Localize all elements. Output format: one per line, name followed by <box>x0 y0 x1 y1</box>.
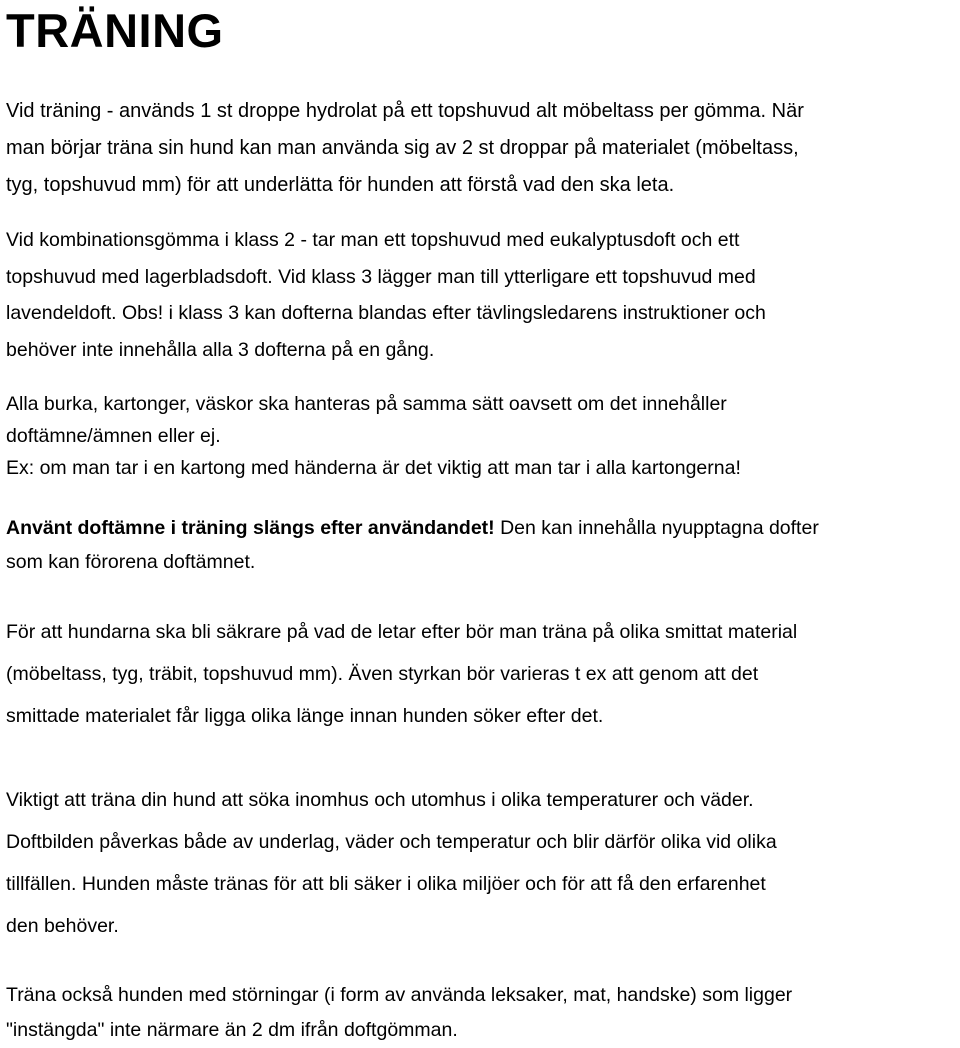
text-line: Vid kombinationsgömma i klass 2 - tar man ett topshuvud med eukalyptusdoft och ett <box>6 229 740 251</box>
text-line: som kan förorena doftämnet. <box>6 551 256 573</box>
text-line: behöver inte innehålla alla 3 dofterna på en gång. <box>6 338 435 361</box>
text-line: topshuvud med lagerbladsdoft. Vid klass 3 lägger man till ytterligare ett topshuvud med <box>6 265 756 288</box>
paragraph-containers <box>6 388 958 484</box>
paragraph-used-scent <box>6 511 958 579</box>
bold-warning: Använt doftämne i träning slängs efter användandet! <box>6 517 495 539</box>
page-title: TRÄNING <box>6 4 224 57</box>
text-line: Alla burka, kartonger, väskor ska hanteras på samma sätt oavsett om det innehåller <box>6 393 727 415</box>
text-line: (möbeltass, tyg, träbit, topshuvud mm). Även styrkan bör varieras t ex att genom att det <box>6 663 759 685</box>
text-line: smittade materialet får ligga olika länge innan hunden söker efter det. <box>6 705 604 727</box>
paragraph-training-drops <box>6 93 958 204</box>
paragraph-materials <box>6 611 958 737</box>
text-line: Viktigt att träna din hund att söka inomhus och utomhus i olika temperaturer och väder. <box>6 789 754 811</box>
paragraph-combination-hide <box>6 222 958 368</box>
text-line: den behöver. <box>6 915 119 937</box>
text-line: Träna också hunden med störningar (i form av använda leksaker, mat, handske) som ligger <box>6 984 793 1006</box>
text-line: tyg, topshuvud mm) för att underlätta för hunden att förstå vad den ska leta. <box>6 174 675 196</box>
text-line: "instängda" inte närmare än 2 dm ifrån doftgömman. <box>6 1019 458 1041</box>
text-line: lavendeldoft. Obs! i klass 3 kan dofterna blandas efter tävlingsledarens instruktioner och <box>6 302 766 324</box>
text-line <box>6 511 958 545</box>
text-line: tillfällen. Hunden måste tränas för att bli säker i olika miljöer och för att få den erfarenhet <box>6 873 766 895</box>
text-line: Ex: om man tar i en kartong med händerna är det viktig att man tar i alla kartongerna! <box>6 457 741 479</box>
text-line: Doftbilden påverkas både av underlag, väder och temperatur och blir därför olika vid olika <box>6 831 777 853</box>
text-line: doftämne/ämnen eller ej. <box>6 425 221 447</box>
text-segment: Den kan innehålla nyupptagna dofter <box>494 517 819 539</box>
text-line: För att hundarna ska bli säkrare på vad de letar efter bör man träna på olika smittat material <box>6 621 798 643</box>
paragraph-distractions <box>6 978 958 1048</box>
text-line: man börjar träna sin hund kan man använda sig av 2 st droppar på materialet (möbeltass, <box>6 137 799 159</box>
text-line: Vid träning - används 1 st droppe hydrolat på ett topshuvud alt möbeltass per gömma. När <box>6 100 804 122</box>
paragraph-environments <box>6 779 958 947</box>
